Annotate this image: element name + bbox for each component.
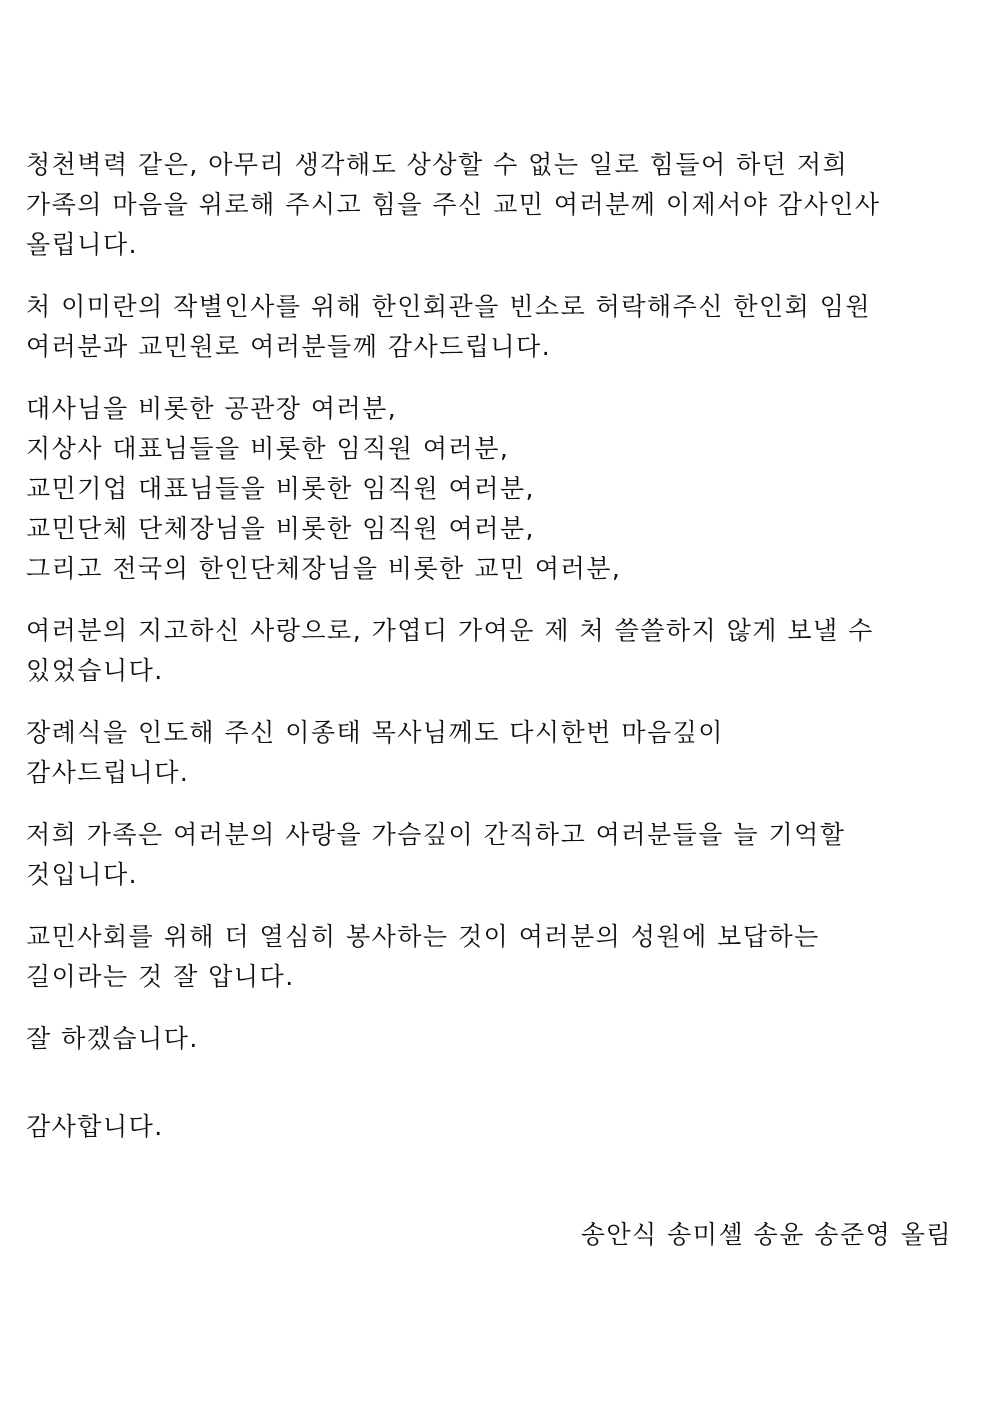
text-line: 청천벽력 같은, 아무리 생각해도 상상할 수 없는 일로 힘들어 하던 저희 [26,150,849,179]
text-line: 그리고 전국의 한인단체장님을 비롯한 교민 여러분, [26,554,622,583]
closing-text: 감사합니다. [26,1112,164,1141]
text-line: 가족의 마음을 위로해 주시고 힘을 주신 교민 여러분께 이제서야 감사인사 [26,190,881,219]
letter-body [26,145,966,1081]
text-line: 감사드립니다. [26,758,190,787]
paragraph-7 [26,917,966,997]
text-line: 교민사회를 위해 더 열심히 봉사하는 것이 여러분의 성원에 보답하는 [26,922,820,951]
text-line: 지상사 대표님들을 비롯한 임직원 여러분, [26,434,510,463]
paragraph-3 [26,389,966,589]
text-line: 잘 하겠습니다. [26,1024,199,1053]
paragraph-2 [26,287,966,367]
text-line: 처 이미란의 작별인사를 위해 한인회관을 빈소로 허락해주신 한인회 임원 [26,292,872,321]
signature: 송안식 송미셸 송윤 송준영 올림 [580,1220,952,1249]
text-line: 여러분의 지고하신 사랑으로, 가엽디 가여운 제 처 쓸쓸하지 않게 보낼 수 [26,616,874,645]
text-line: 올립니다. [26,230,139,259]
paragraph-5 [26,713,966,793]
text-line: 것입니다. [26,860,139,889]
text-line: 있었습니다. [26,656,164,685]
paragraph-4 [26,611,966,691]
text-line: 대사님을 비롯한 공관장 여러분, [26,394,398,423]
paragraph-6 [26,815,966,895]
text-line: 교민단체 단체장님을 비롯한 임직원 여러분, [26,514,535,543]
text-line: 길이라는 것 잘 압니다. [26,962,295,991]
text-line: 장례식을 인도해 주신 이종태 목사님께도 다시한번 마음깊이 [26,718,724,747]
paragraph-1 [26,145,966,265]
paragraph-8 [26,1019,966,1059]
text-line: 교민기업 대표님들을 비롯한 임직원 여러분, [26,474,535,503]
text-line: 여러분과 교민원로 여러분들께 감사드립니다. [26,332,552,361]
text-line: 저희 가족은 여러분의 사랑을 가슴깊이 간직하고 여러분들을 늘 기억할 [26,820,846,849]
